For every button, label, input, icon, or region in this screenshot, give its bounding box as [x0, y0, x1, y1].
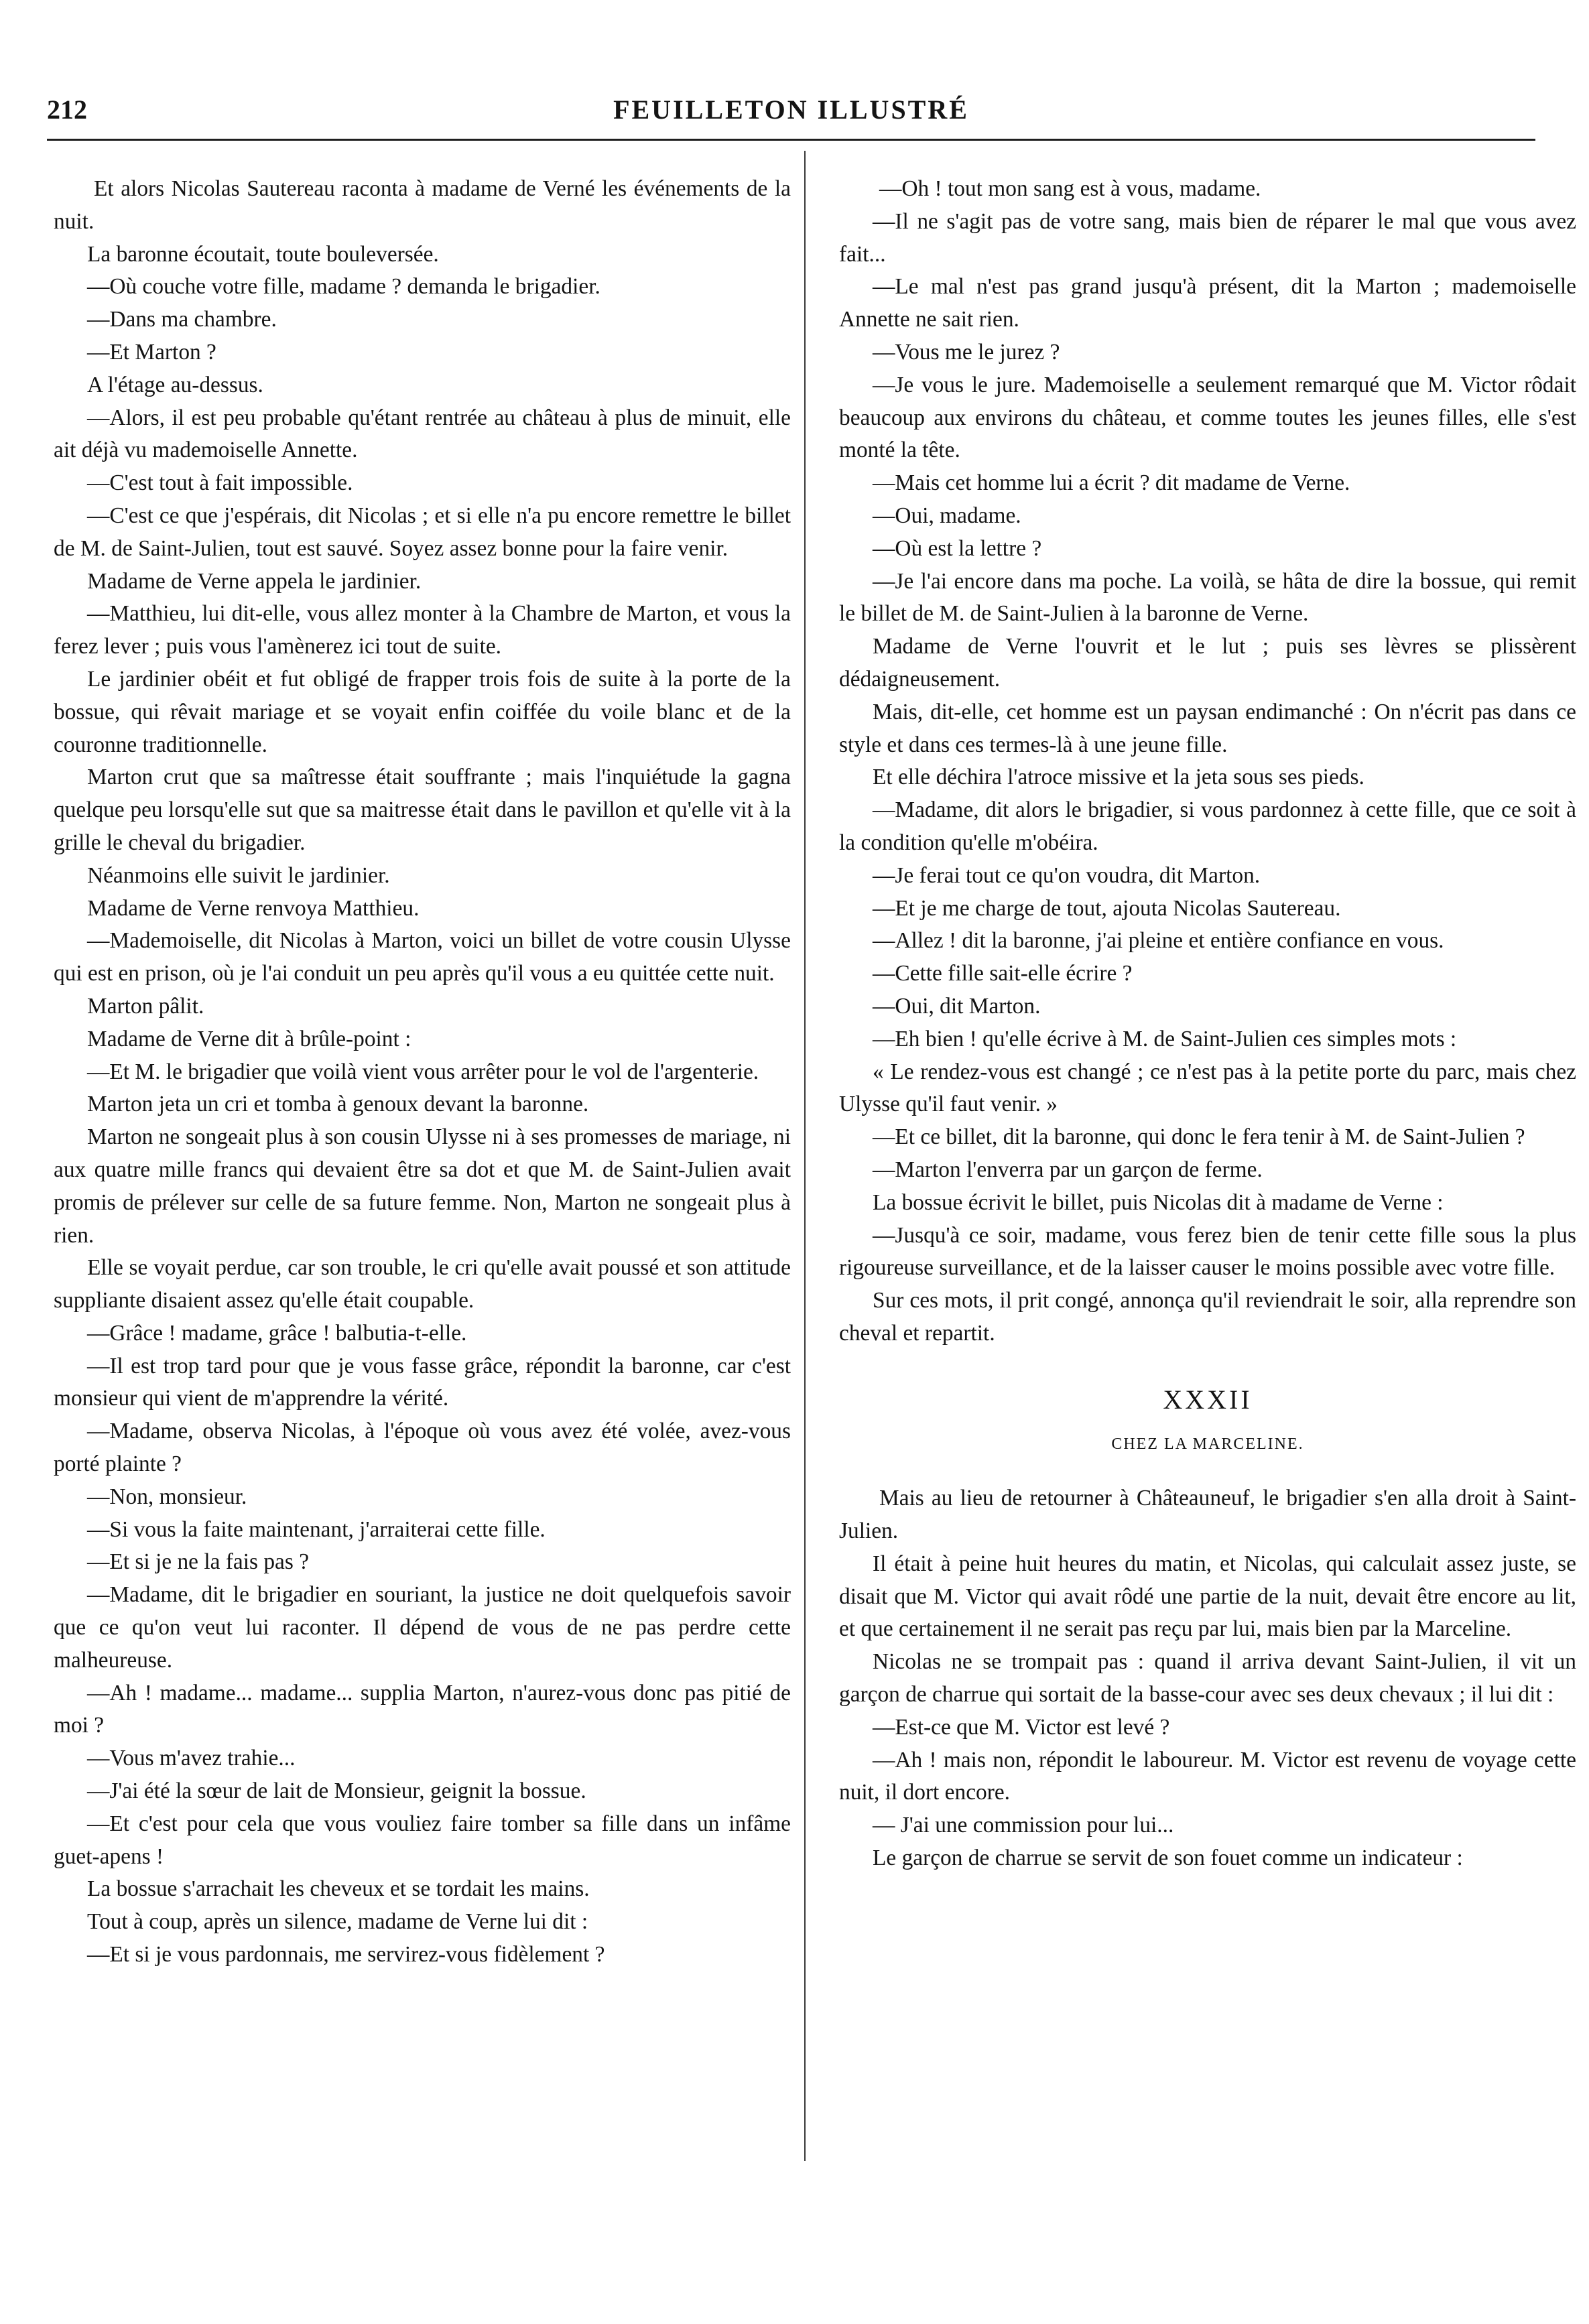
paragraph: —Je ferai tout ce qu'on voudra, dit Marton. — [873, 862, 1261, 888]
paragraph: Sur ces mots, il prit congé, annonça qu'il reviendrait le soir, alla reprendre son cheval et repartit. — [839, 1288, 1576, 1346]
paragraph: —J'ai été la sœur de lait de Monsieur, geignit la bossue. — [87, 1779, 586, 1804]
paragraph: —C'est tout à fait impossible. — [87, 470, 353, 496]
paragraph: —Oui, madame. — [873, 503, 1021, 528]
paragraph: —Vous m'avez trahie... — [87, 1746, 296, 1771]
header-rule — [47, 139, 1535, 141]
paragraph: Et alors Nicolas Sautereau raconta à madame de Verné les événements de la nuit. — [54, 176, 791, 234]
paragraph: Madame de Verne appela le jardinier. — [87, 568, 422, 594]
paragraph: —Et si je ne la fais pas ? — [87, 1549, 310, 1575]
column-divider — [804, 151, 806, 2161]
paragraph: La bossue s'arrachait les cheveux et se tordait les mains. — [87, 1876, 590, 1902]
paragraph: Le garçon de charrue se servit de son fouet comme un indicateur : — [873, 1846, 1463, 1871]
paragraph: —Je l'ai encore dans ma poche. La voilà, se hâta de dire la bossue, qui remit le billet de M. de Saint-Julien à la baronne de Verne. — [839, 568, 1576, 627]
paragraph: —Madame, dit le brigadier en souriant, la justice ne doit quelquefois savoir que ce qu'on veut lui raconter. Il dépend de vous de ne pas perdre cette malheureuse. — [54, 1582, 791, 1673]
paragraph: Marton pâlit. — [87, 993, 204, 1019]
paragraph: —Matthieu, lui dit-elle, vous allez monter à la Chambre de Marton, et vous la ferez lever ; puis vous l'amènerez ici tout de suite. — [54, 601, 791, 659]
paragraph: Elle se voyait perdue, car son trouble, le cri qu'elle avait poussé et son attitude suppliante disaient assez qu'elle était coupable. — [54, 1255, 791, 1313]
paragraph: Le jardinier obéit et fut obligé de frapper trois fois de suite à la porte de la bossue, qui rêvait mariage et se voyait enfin coiffée du voile blanc et de la couronne traditionnelle. — [54, 666, 791, 757]
paragraph: Madame de Verne renvoya Matthieu. — [87, 895, 420, 921]
paragraph: —Si vous la faite maintenant, j'arraiterai cette fille. — [87, 1516, 546, 1542]
paragraph: Marton jeta un cri et tomba à genoux devant la baronne. — [87, 1092, 589, 1117]
paragraph: —Alors, il est peu probable qu'étant rentrée au château à plus de minuit, elle ait déjà vu mademoiselle Annette. — [54, 405, 791, 463]
paragraph: —Grâce ! madame, grâce ! balbutia-t-elle. — [87, 1320, 467, 1346]
paragraph: —Et je me charge de tout, ajouta Nicolas Sautereau. — [873, 895, 1341, 921]
paragraph: —Cette fille sait-elle écrire ? — [873, 961, 1133, 986]
paragraph: Mais au lieu de retourner à Châteauneuf, le brigadier s'en alla droit à Saint-Julien. — [839, 1486, 1576, 1544]
right-column-after-chapter — [839, 1482, 1576, 1875]
paragraph: —Où est la lettre ? — [873, 535, 1042, 561]
paragraph: —Marton l'enverra par un garçon de ferme. — [873, 1157, 1263, 1182]
chapter-number: XXXII — [1163, 1384, 1253, 1415]
paragraph: —Madame, observa Nicolas, à l'époque où vous avez été volée, avez-vous porté plainte ? — [54, 1419, 791, 1477]
paragraph: —Et si je vous pardonnais, me servirez-vous fidèlement ? — [87, 1942, 605, 1967]
paragraph: Marton ne songeait plus à son cousin Ulysse ni à ses promesses de mariage, ni aux quatre mille francs qui devaient être sa dot et que M. de Saint-Julien avait promis de prélever sur celle de sa future femme. Non, Marton ne songeait plus à rien. — [54, 1124, 791, 1248]
paragraph: —Ah ! mais non, répondit le laboureur. M. Victor est revenu de voyage cette nuit, il dort encore. — [839, 1747, 1576, 1805]
paragraph: —Ah ! madame... madame... supplia Marton, n'aurez-vous donc pas pitié de moi ? — [54, 1680, 791, 1738]
paragraph: « Le rendez-vous est changé ; ce n'est pas à la petite porte du parc, mais chez Ulysse qu'il faut venir. » — [839, 1059, 1576, 1117]
paragraph: —Il est trop tard pour que je vous fasse grâce, répondit la baronne, car c'est monsieur qui vient de m'apprendre la vérité. — [54, 1353, 791, 1411]
paragraph: — J'ai une commission pour lui... — [873, 1813, 1174, 1838]
paragraph: Nicolas ne se trompait pas : quand il arriva devant Saint-Julien, il vit un garçon de charrue qui sortait de la basse-cour avec ses deux chevaux ; il lui dit : — [839, 1649, 1576, 1707]
paragraph: Madame de Verne l'ouvrit et le lut ; puis ses lèvres se plissèrent dédaigneusement. — [839, 634, 1576, 692]
paragraph: La baronne écoutait, toute bouleversée. — [87, 241, 439, 267]
paragraph: —Et Marton ? — [87, 339, 216, 365]
left-column — [54, 173, 791, 1972]
paragraph: —Mademoiselle, dit Nicolas à Marton, voici un billet de votre cousin Ulysse qui est en prison, où je l'ai conduit un peu après qu'il vous a eu quittée cette nuit. — [54, 928, 791, 986]
paragraph: La bossue écrivit le billet, puis Nicolas dit à madame de Verne : — [873, 1189, 1444, 1215]
paragraph: Néanmoins elle suivit le jardinier. — [87, 862, 390, 888]
paragraph: —Et c'est pour cela que vous vouliez faire tomber sa fille dans un infâme guet-apens ! — [54, 1811, 791, 1869]
paragraph: —Mais cet homme lui a écrit ? dit madame de Verne. — [873, 470, 1350, 496]
paragraph: —Oui, dit Marton. — [873, 993, 1041, 1019]
paragraph: —Non, monsieur. — [87, 1484, 247, 1509]
paragraph: —Je vous le jure. Mademoiselle a seulement remarqué que M. Victor rôdait beaucoup aux environs du château, et comme toutes les jeunes filles, elle s'est monté la tête. — [839, 372, 1576, 463]
paragraph: Il était à peine huit heures du matin, et Nicolas, qui calculait assez juste, se disait que M. Victor qui avait rôdé une partie de la nuit, devait être encore au lit, et que certainement il ne serait pas reçu par lui, mais bien par la Marceline. — [839, 1551, 1576, 1642]
paragraph: Madame de Verne dit à brûle-point : — [87, 1026, 411, 1051]
paragraph: Mais, dit-elle, cet homme est un paysan endimanché : On n'écrit pas dans ce style et dans ces termes-là à une jeune fille. — [839, 699, 1576, 757]
page-header — [47, 94, 1535, 134]
running-title: FEUILLETON ILLUSTRÉ — [613, 94, 969, 125]
right-column-before-chapter — [839, 173, 1576, 1350]
paragraph: —Et M. le brigadier que voilà vient vous arrêter pour le vol de l'argenterie. — [87, 1059, 759, 1084]
paragraph: —Et ce billet, dit la baronne, qui donc le fera tenir à M. de Saint-Julien ? — [873, 1124, 1525, 1150]
paragraph: —Il ne s'agit pas de votre sang, mais bien de réparer le mal que vous avez fait... — [839, 208, 1576, 267]
paragraph: Et elle déchira l'atroce missive et la jeta sous ses pieds. — [873, 765, 1364, 790]
paragraph: —C'est ce que j'espérais, dit Nicolas ; et si elle n'a pu encore remettre le billet de M. de Saint-Julien, tout est sauvé. Soyez assez bonne pour la faire venir. — [54, 503, 791, 561]
chapter-title: CHEZ LA MARCELINE. — [1111, 1435, 1304, 1454]
paragraph: —Eh bien ! qu'elle écrive à M. de Saint-Julien ces simples mots : — [873, 1026, 1457, 1051]
paragraph: —Jusqu'à ce soir, madame, vous ferez bien de tenir cette fille sous la plus rigoureuse surveillance, et de la laisser causer le moins possible avec votre fille. — [839, 1222, 1576, 1281]
paragraph: —Allez ! dit la baronne, j'ai pleine et entière confiance en vous. — [873, 928, 1444, 954]
paragraph: —Où couche votre fille, madame ? demanda le brigadier. — [87, 274, 600, 300]
paragraph: Tout à coup, après un silence, madame de Verne lui dit : — [87, 1909, 588, 1935]
paragraph: —Dans ma chambre. — [87, 307, 277, 332]
paragraph: —Vous me le jurez ? — [873, 339, 1060, 365]
paragraph: —Madame, dit alors le brigadier, si vous pardonnez à cette fille, que ce soit à la condition qu'elle m'obéira. — [839, 797, 1576, 855]
paragraph: —Le mal n'est pas grand jusqu'à présent, dit la Marton ; mademoiselle Annette ne sait rien. — [839, 274, 1576, 332]
paragraph: —Oh ! tout mon sang est à vous, madame. — [879, 176, 1261, 201]
paragraph: A l'étage au-dessus. — [87, 372, 263, 397]
page-number: 212 — [47, 94, 87, 125]
right-column — [839, 173, 1576, 1875]
paragraph: —Est-ce que M. Victor est levé ? — [873, 1714, 1170, 1740]
paragraph: Marton crut que sa maîtresse était souffrante ; mais l'inquiétude la gagna quelque peu lorsqu'elle sut que sa maitresse était dans le pavillon et qu'elle vit à la grille le cheval du brigadier. — [54, 765, 791, 855]
